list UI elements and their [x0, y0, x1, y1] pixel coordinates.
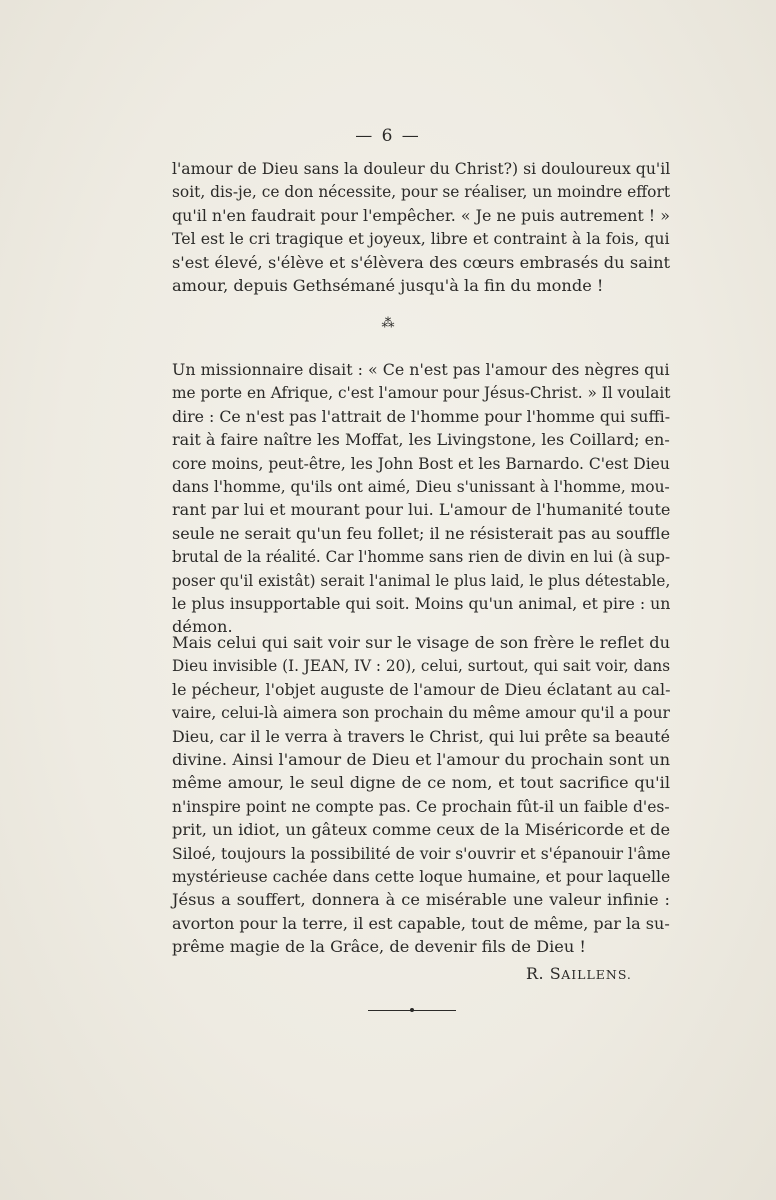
text-line: rait à faire naître les Moffat, les Livingstone, les Coillard; en- — [172, 430, 670, 450]
signature-surname: AILLENS. — [561, 967, 632, 982]
text-line: divine. Ainsi l'amour de Dieu et l'amour du prochain sont un — [172, 750, 670, 770]
text-line: Dieu, car il le verra à travers le Christ, qui lui prête sa beauté — [172, 726, 670, 746]
text-line: même amour, le seul digne de ce nom, et tout sacrifice qu'il — [172, 773, 670, 793]
text-line: démon. — [172, 617, 233, 637]
text-line: dire : Ce n'est pas l'attrait de l'homme pour l'homme qui suffi- — [172, 406, 671, 426]
text-line: prême magie de la Grâce, de devenir fils de Dieu ! — [172, 937, 586, 957]
text-line: avorton pour la terre, il est capable, tout de même, par la su- — [172, 913, 670, 933]
text-line: qu'il n'en faudrait pour l'empêcher. « Je ne puis autrement ! » — [172, 205, 670, 225]
text-line: l'amour de Dieu sans la douleur du Christ?) si douloureux qu'il — [172, 159, 671, 178]
text-line: Jésus a souffert, donnera à ce misérable une valeur infinie : — [172, 890, 670, 910]
text-line: le pécheur, l'objet auguste de l'amour de Dieu éclatant au cal- — [172, 679, 671, 699]
text-line: Siloé, toujours la possibilité de voir s'ouvrir et s'épanouir l'âme — [172, 843, 671, 863]
text-line: prit, un idiot, un gâteux comme ceux de la Miséricorde et de — [172, 820, 671, 840]
paragraph-2 — [172, 358, 670, 639]
text-line: le plus insupportable qui soit. Moins qu'un animal, et pire : un — [172, 594, 671, 614]
text-line: seule ne serait qu'un feu follet; il ne résisterait pas au souffle — [172, 523, 671, 543]
paragraph-3 — [172, 631, 670, 959]
text-line: Dieu invisible (I. JEAN, IV : 20), celui, surtout, qui sait voir, dans — [172, 656, 671, 676]
text-line: Tel est le cri tragique et joyeux, libre et contraint à la fois, qui — [172, 229, 670, 249]
text-line: core moins, peut-être, les John Bost et les Barnardo. C'est Dieu — [172, 453, 670, 473]
signature-initial: R. S — [526, 964, 562, 983]
author-signature — [526, 964, 676, 983]
text-line: s'est élevé, s'élève et s'élèvera des cœurs embrasés du saint — [172, 252, 670, 272]
asterism-separator: ⁂ — [381, 316, 395, 331]
text-line: dans l'homme, qu'ils ont aimé, Dieu s'unissant à l'homme, mou- — [172, 477, 670, 497]
text-line: soit, dis-je, ce don nécessite, pour se réaliser, un moindre effort — [172, 182, 671, 202]
text-line: Mais celui qui sait voir sur le visage de son frère le reflet du — [172, 633, 670, 652]
text-line: vaire, celui-là aimera son prochain du même amour qu'il a pour — [172, 703, 670, 723]
text-line: rant par lui et mourant pour lui. L'amour de l'humanité toute — [172, 500, 671, 520]
text-line: brutal de la réalité. Car l'homme sans rien de divin en lui (à sup- — [172, 547, 671, 567]
text-line: Un missionnaire disait : « Ce n'est pas l'amour des nègres qui — [172, 360, 670, 379]
text-line: poser qu'il existât) serait l'animal le plus laid, le plus détestable, — [172, 570, 671, 590]
text-line: amour, depuis Gethsémané jusqu'à la fin du monde ! — [172, 276, 604, 296]
closing-rule — [368, 1006, 456, 1014]
text-line: mystérieuse cachée dans cette loque humaine, et pour laquelle — [172, 867, 671, 887]
text-line: n'inspire point ne compte pas. Ce prochain fût-il un faible d'es- — [172, 796, 670, 816]
page-number: — 6 — — [355, 126, 421, 146]
text-line: me porte en Afrique, c'est l'amour pour Jésus-Christ. » Il voulait — [172, 383, 671, 403]
paragraph-1 — [172, 157, 670, 297]
